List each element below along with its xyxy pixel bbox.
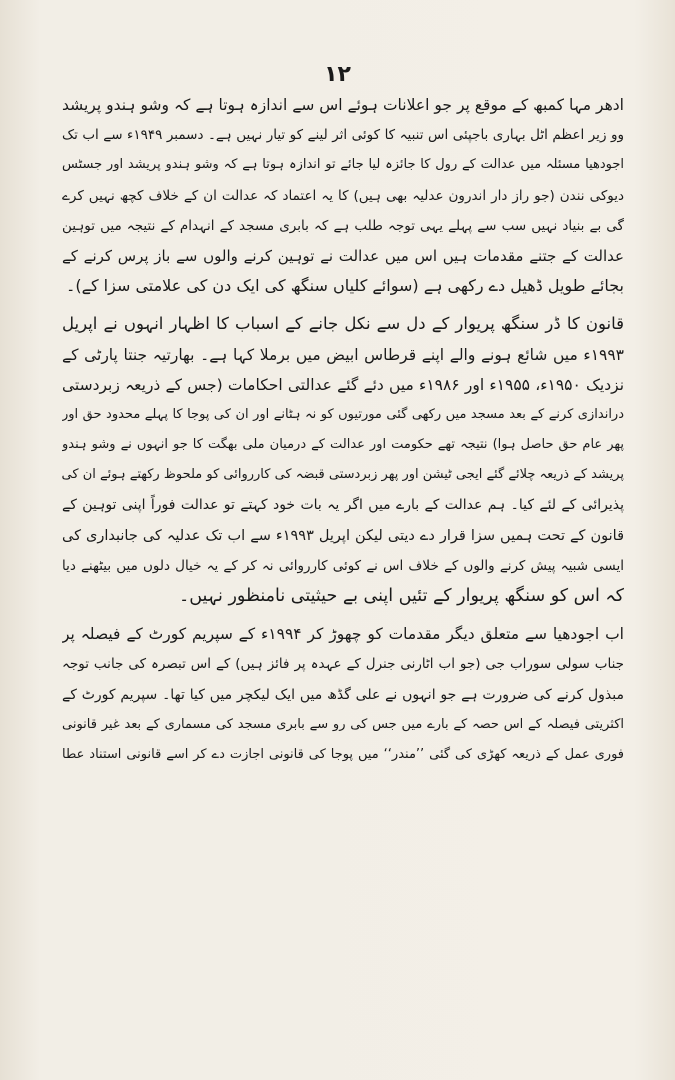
- text-line: فوری عمل کے ذریعہ کھڑی کی گئی ’’مندر‘‘ میں پوجا کی قانونی اجازت دے کر اسے قانونی استناد عطا: [62, 746, 624, 762]
- text-line: ۱۹۹۳ء میں شائع ہونے والے اپنے قرطاس ابیض میں برملا کہا ہے۔ بھارتیہ جنتا پارٹی کے: [62, 345, 624, 364]
- text-line: گی بے بنیاد نہیں سب سے پہلے یہی توجہ طلب ہے کہ بابری مسجد کے انہدام کے نتیجہ میں توہین: [62, 217, 624, 234]
- text-line: مبذول کرنے کی ضرورت ہے جو انہوں نے علی گڈھ میں ایک لیکچر میں کیا تھا۔ سپریم کورٹ کے: [62, 686, 624, 703]
- text-line: دراندازی کرنے کے بعد مسجد میں رکھی گئی مورتیوں کو نہ ہٹانے اور ان کی پوجا کا پہلے محدود حق اور: [62, 406, 624, 422]
- text-line: نزدیک ۱۹۵۰ء، ۱۹۵۵ء اور ۱۹۸۶ء میں دئے گئے عدالتی احکامات (جس کے ذریعہ زبردستی: [62, 375, 624, 394]
- text-line: وو زیر اعظم اٹل بہاری باجپئی اس تنبیہ کا کوئی اثر لینے کو تیار نہیں ہے۔ دسمبر ۱۹۴۹ء سے اب تک: [62, 127, 624, 144]
- text-line: پریشد کے ذریعہ چلائے گئے ایجی ٹیشن اور پھر زبردستی قبضہ کی کارروائی کو ملحوظ رکھتے ہوئے ان کی: [62, 467, 624, 483]
- text-line: قانون کے تحت ہمیں سزا قرار دے دیتی لیکن اپریل ۱۹۹۳ء سے اب تک عدلیہ کی جانبداری کی: [62, 527, 624, 544]
- text-line: کہ اس کو سنگھ پریوار کے تئیں اپنی بے حیثیتی نامنظور نہیں۔: [178, 586, 624, 606]
- text-line: اکثریتی فیصلہ کے اس حصہ کے بارے میں جس کی رو سے بابری مسجد کی مسماری کے بعد غیر قانونی: [62, 716, 624, 732]
- text-line: پھر عام حق حاصل ہوا) نتیجہ تھے حکومت اور عدالت کے درمیان ملی بھگت کا جو انہوں نے وشو ہندو: [62, 437, 624, 453]
- text-line: پذیرائی کے لئے کیا۔ ہم عدالت کے بارے میں اگر یہ بات خود کہتے تو عدالت فوراً اپنی توہین کے: [62, 497, 624, 514]
- text-line: عدالت کے جتنے مقدمات ہیں اس میں عدالت نے توہین کرنے والوں سے باز پرس کرنے کے: [62, 246, 624, 265]
- text-line: جناب سولی سوراب جی (جو اب اٹارنی جنرل کے عہدہ پر فائز ہیں) کے اس تبصرہ کی جانب توجہ: [62, 656, 624, 673]
- paragraph: [62, 619, 624, 770]
- paragraph: [62, 309, 624, 611]
- text-line: بجائے طویل ڈھیل دے رکھی ہے (سوائے کلیاں سنگھ کی ایک دن کی علامتی سزا کے)۔: [65, 276, 624, 296]
- page-number: ۱۲: [324, 62, 351, 87]
- body-text: [62, 90, 624, 770]
- text-line: دیوکی نندن (جو راز دار اندرون عدلیہ بھی ہیں) کا یہ اعتماد کہ عدالت ان کے خلاف کچھ نہیں کرے: [62, 187, 624, 204]
- paragraph: [62, 90, 624, 301]
- text-line: اب اجودھیا سے متعلق دیگر مقدمات کو چھوڑ کر ۱۹۹۴ء کے سپریم کورٹ کے فیصلہ پر: [62, 625, 624, 644]
- text-line: اجودھیا مسئلہ میں عدالت کے رول کا جائزہ لیا جائے تو اندازہ ہوتا ہے کہ وشو ہندو پریشد اور جسٹس: [62, 157, 624, 173]
- text-line: ایسی شبیہ پیش کرنے والوں کے خلاف اس نے کوئی کارروائی نہ کر کے یہ خیال دلوں میں بیٹھنے دیا: [62, 557, 624, 574]
- text-line: ادھر مہا کمبھ کے موقع پر جو اعلانات ہوئے اس سے اندازہ ہوتا ہے کہ وشو ہندو پریشد: [62, 96, 624, 114]
- text-line: قانون کا ڈر سنگھ پریوار کے دل سے نکل جانے کے اسباب کا اظہار انہوں نے اپریل: [62, 314, 624, 334]
